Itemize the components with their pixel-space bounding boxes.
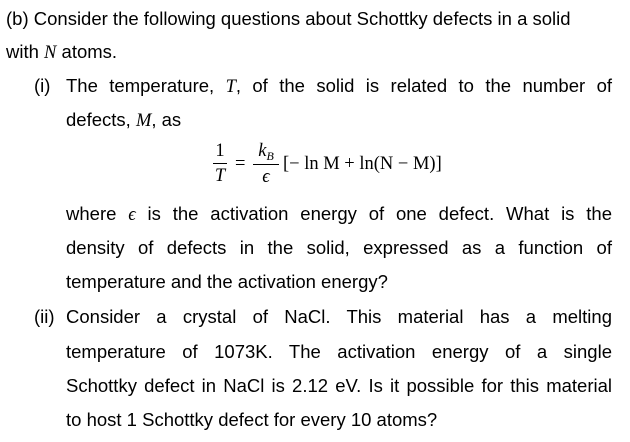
part-ii-label: (ii) <box>34 306 55 327</box>
part-i-line1-b: , of the solid is related to the number of <box>235 75 612 96</box>
part-i-line-3 <box>66 203 612 226</box>
part-i-line3-b: is the activation energy of one defect. What is the <box>135 203 612 224</box>
var-n: N <box>44 43 57 63</box>
part-i-line-4: density of defects in the solid, expressed as a function of <box>66 237 612 258</box>
lhs-fraction-bar <box>213 163 227 164</box>
part-i-label: (i) <box>34 75 51 96</box>
rhs-fraction-bar <box>253 164 279 165</box>
part-i-line-5: temperature and the activation energy? <box>66 271 388 292</box>
part-b-label: (b) <box>6 8 34 29</box>
part-ii-line-4: to host 1 Schottky defect for every 10 atoms? <box>66 409 438 430</box>
lhs-numerator: 1 <box>215 141 225 161</box>
part-i-line2-a: defects, <box>66 109 136 130</box>
part-b-text-2b: atoms. <box>56 41 118 62</box>
part-i-line1-a: The temperature, <box>66 75 226 96</box>
lhs-denominator: T <box>214 166 226 186</box>
b-subscript: B <box>266 149 274 163</box>
part-ii-line-1: Consider a crystal of NaCl. This material has a melting <box>66 306 612 327</box>
part-i-line-2 <box>66 109 181 132</box>
part-i-line-1 <box>66 75 612 98</box>
part-i-line3-a: where <box>66 203 129 224</box>
temperature-equation <box>213 141 513 193</box>
rhs-denominator: ϵ <box>262 167 270 187</box>
part-b-line-1 <box>6 8 571 30</box>
log-bracket-expression: [− ln M + ln(N − M)] <box>283 154 442 174</box>
lhs-fraction <box>213 141 227 186</box>
part-b-text-1: Consider the following questions about Schottky defects in a solid <box>33 8 571 29</box>
var-t: T <box>225 77 236 97</box>
var-m: M <box>135 111 152 131</box>
var-epsilon: ϵ <box>128 205 136 225</box>
part-ii-line-3: Schottky defect in NaCl is 2.12 eV. Is it possible for this material <box>66 375 612 396</box>
equals-sign: = <box>235 154 246 174</box>
part-b-line-2 <box>6 41 117 64</box>
part-ii-line-2: temperature of 1073K. The activation energy of a single <box>66 341 612 362</box>
rhs-numerator <box>253 141 279 162</box>
k-symbol: k <box>258 141 267 161</box>
part-b-text-2a: with <box>6 41 45 62</box>
part-i-line2-b: , as <box>151 109 182 130</box>
rhs-fraction <box>253 141 279 187</box>
